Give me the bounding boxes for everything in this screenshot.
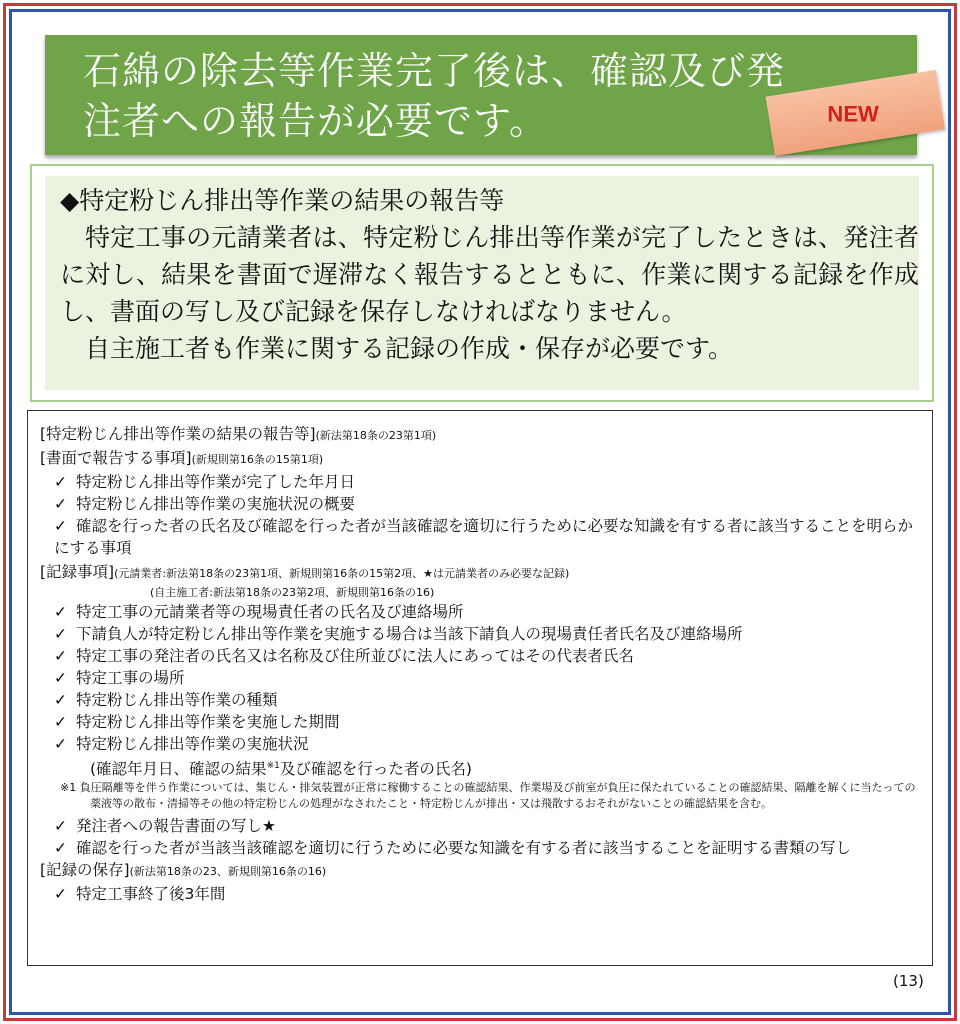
storage-item: ✓ 特定工事終了後3年間 bbox=[54, 885, 226, 904]
check-icon: ✓ bbox=[54, 647, 67, 665]
records-item: ✓ 特定工事の元請業者等の現場責任者の氏名及び連絡場所 bbox=[54, 603, 464, 621]
new-badge-label: NEW bbox=[827, 101, 879, 127]
title-line-1: 石綿の除去等作業完了後は、確認及び発 bbox=[83, 49, 786, 93]
storage-title: [記録の保存] bbox=[40, 861, 130, 880]
check-icon: ✓ bbox=[54, 885, 67, 904]
summary-heading: ◆特定粉じん排出等作業の結果の報告等 bbox=[60, 186, 505, 215]
records-ref-2: (自主施工者:新法第18条の23第2項、新規則第16条の16) bbox=[150, 586, 435, 599]
check-icon: ✓ bbox=[54, 669, 67, 687]
detail-section-header bbox=[40, 423, 932, 447]
check-icon: ✓ bbox=[54, 517, 67, 535]
footnote-1: ※1 負圧隔離等を伴う作業については、集じん・排気装置が正常に稼働することの確認結果、作業場及び前室が負圧に保たれていることの確認結果、隔離を解くに当たっての薬液等の散布・清掃等その他の特定粉じんの処理がなされたこと・特定粉じんが排出・又は飛散するおそれがないことの確認結果を含む。 bbox=[60, 781, 916, 811]
report-item: ✓ 特定粉じん排出等作業が完了した年月日 bbox=[54, 473, 356, 491]
storage-header bbox=[40, 859, 932, 883]
records-header bbox=[40, 561, 932, 585]
records-item: ✓ 発注者への報告書面の写し★ bbox=[54, 817, 276, 836]
report-item: ✓ 確認を行った者の氏名及び確認を行った者が当該確認を適切に行うために必要な知識を有する者に該当することを明らかにする事項 bbox=[54, 517, 914, 557]
check-icon: ✓ bbox=[54, 839, 67, 858]
detail-section-title: [特定粉じん排出等作業の結果の報告等] bbox=[40, 425, 316, 443]
records-item: ✓ 確認を行った者が当該当該確認を適切に行うために必要な知識を有する者に該当することを証明する書類の写し bbox=[54, 839, 852, 858]
summary-paragraph-2: 自主施工者も作業に関する記録の作成・保存が必要です。 bbox=[85, 334, 734, 363]
records-item: ✓ 特定粉じん排出等作業の実施状況 bbox=[54, 735, 309, 753]
records-item: ✓ 特定工事の場所 bbox=[54, 669, 185, 687]
report-header bbox=[40, 447, 932, 471]
summary-content bbox=[45, 176, 919, 390]
records-item: ✓ 特定粉じん排出等作業を実施した期間 bbox=[54, 713, 340, 731]
report-item: ✓ 特定粉じん排出等作業の実施状況の概要 bbox=[54, 495, 356, 513]
check-icon: ✓ bbox=[54, 473, 67, 491]
check-icon: ✓ bbox=[54, 735, 67, 753]
detail-box bbox=[27, 410, 933, 966]
check-icon: ✓ bbox=[54, 713, 67, 731]
check-icon: ✓ bbox=[54, 625, 67, 643]
report-title: [書面で報告する事項] bbox=[40, 449, 192, 467]
records-item: ✓ 特定工事の発注者の氏名又は名称及び住所並びに法人にあってはその代表者氏名 bbox=[54, 647, 634, 665]
page-number: (13) bbox=[893, 972, 924, 990]
report-ref: (新規則第16条の15第1項) bbox=[191, 453, 324, 466]
records-item-detail: (確認年月日、確認の結果$^{※1}$及び確認を行った者の氏名) bbox=[90, 760, 472, 779]
check-icon: ✓ bbox=[54, 691, 67, 709]
check-icon: ✓ bbox=[54, 495, 67, 513]
detail-section-ref: (新法第18条の23第1項) bbox=[315, 429, 437, 442]
check-icon: ✓ bbox=[54, 817, 67, 836]
storage-ref: (新法第18条の23、新規則第16条の16) bbox=[129, 865, 327, 879]
records-item: ✓ 特定粉じん排出等作業の種類 bbox=[54, 691, 278, 709]
records-ref-1: (元請業者:新法第18条の23第1項、新規則第16条の15第2項、★は元請業者のみ必要な記録) bbox=[114, 567, 570, 580]
records-item: ✓ 下請負人が特定粉じん排出等作業を実施する場合は当該下請負人の現場責任者氏名及び連絡場所 bbox=[54, 625, 743, 643]
footnote-ref: ※1 bbox=[266, 761, 280, 771]
summary-paragraph-1: 特定工事の元請業者は、特定粉じん排出等作業が完了したときは、発注者に対し、結果を書面で遅滞なく報告するとともに、作業に関する記録を作成し、書面の写し及び記録を保存しなければなりません。 bbox=[60, 223, 919, 326]
title-line-2: 注者への報告が必要です。 bbox=[83, 99, 548, 143]
summary-box bbox=[30, 164, 934, 402]
check-icon: ✓ bbox=[54, 603, 67, 621]
records-title: [記録事項] bbox=[40, 563, 115, 581]
